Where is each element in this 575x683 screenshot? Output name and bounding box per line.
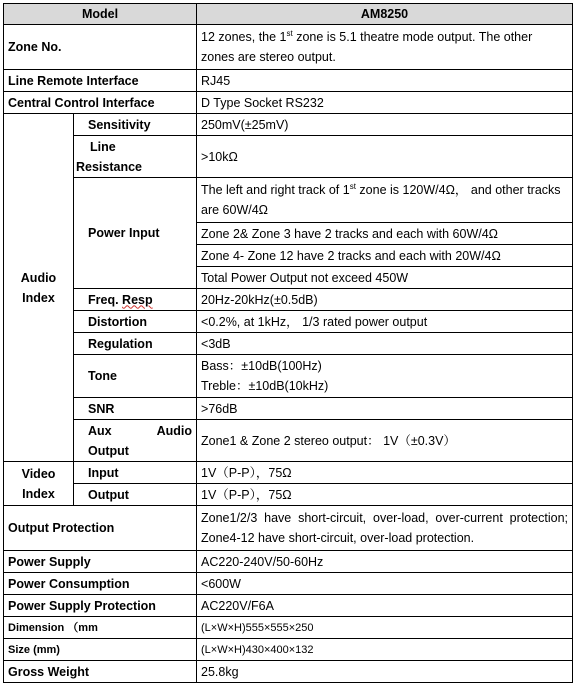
freq-resp-label-a: Freq.: [88, 292, 123, 307]
aux-output-label-text: Aux Audio Output: [88, 423, 193, 458]
line-resistance-row: [4, 136, 573, 178]
power-input-line-1: [197, 178, 573, 223]
power-input-line-4: Total Power Output not exceed 450W: [197, 267, 573, 289]
snr-value: >76dB: [197, 398, 573, 420]
power-input-line-3: Zone 4- Zone 12 have 2 tracks and each with 20W/4Ω: [197, 245, 573, 267]
video-output-label: Output: [74, 484, 197, 506]
sensitivity-row: [4, 114, 573, 136]
tone-bass: Bass：±10dB(100Hz): [201, 359, 322, 373]
zone-no-text-a: 12 zones, the 1: [201, 30, 287, 44]
size-value: (L×W×H)430×400×132: [197, 639, 573, 661]
distortion-value: <0.2%, at 1kHz， 1/3 rated power output: [197, 311, 573, 333]
snr-label: SNR: [74, 398, 197, 420]
video-output-value: 1V（P-P），75Ω: [197, 484, 573, 506]
power-input-line-1-sup: st: [349, 181, 356, 191]
freq-resp-value: 20Hz-20kHz(±0.5dB): [197, 289, 573, 311]
dimension-label: Dimension （mm: [4, 617, 197, 639]
zone-no-text-b: zone is 5.1 theatre mode output. The other zones are stereo output.: [201, 30, 533, 64]
power-consumption-value: <600W: [197, 573, 573, 595]
video-input-row: [4, 462, 573, 484]
power-consumption-row: [4, 573, 573, 595]
line-resistance-label: [74, 136, 197, 178]
tone-value: [197, 355, 573, 398]
zone-no-sup: st: [286, 28, 293, 38]
output-protection-row: [4, 506, 573, 551]
video-input-label: Input: [74, 462, 197, 484]
power-supply-protection-label: Power Supply Protection: [4, 595, 197, 617]
line-remote-row: [4, 70, 573, 92]
power-supply-row: [4, 551, 573, 573]
power-supply-label: Power Supply: [4, 551, 197, 573]
power-supply-value: AC220-240V/50-60Hz: [197, 551, 573, 573]
snr-row: [4, 398, 573, 420]
audio-index-label: Audio Index: [4, 114, 74, 462]
power-input-row-1: [4, 178, 573, 223]
tone-treble: Treble：±10dB(10kHz): [201, 379, 329, 393]
header-model-value: AM8250: [197, 4, 573, 25]
tone-row: [4, 355, 573, 398]
power-consumption-label: Power Consumption: [4, 573, 197, 595]
zone-no-label: Zone No.: [4, 25, 197, 70]
power-input-line-1-b: zone is 120W/4Ω， and other tracks are 60W/4Ω: [201, 183, 561, 217]
power-supply-protection-value: AC220V/F6A: [197, 595, 573, 617]
power-input-line-1-a: The left and right track of 1: [201, 183, 350, 197]
sensitivity-label: Sensitivity: [74, 114, 197, 136]
sensitivity-value: 250mV(±25mV): [197, 114, 573, 136]
freq-resp-label: [74, 289, 197, 311]
regulation-row: [4, 333, 573, 355]
output-protection-label: Output Protection: [4, 506, 197, 551]
header-row: [4, 4, 573, 25]
central-control-label: Central Control Interface: [4, 92, 197, 114]
power-input-line-2: Zone 2& Zone 3 have 2 tracks and each with 60W/4Ω: [197, 223, 573, 245]
power-supply-protection-row: [4, 595, 573, 617]
dimension-row: [4, 617, 573, 639]
size-row: [4, 639, 573, 661]
gross-weight-value: 25.8kg: [197, 661, 573, 683]
gross-weight-label: Gross Weight: [4, 661, 197, 683]
central-control-value: D Type Socket RS232: [197, 92, 573, 114]
line-resistance-label-text: Line Resistance: [76, 139, 143, 174]
regulation-value: <3dB: [197, 333, 573, 355]
zone-no-value: [197, 25, 573, 70]
line-remote-value: RJ45: [197, 70, 573, 92]
spec-table: [3, 3, 573, 683]
header-model-label: Model: [4, 4, 197, 25]
line-resistance-value: >10kΩ: [197, 136, 573, 178]
size-label: Size (mm): [4, 639, 197, 661]
aux-output-label: [74, 420, 197, 462]
dimension-value: (L×W×H)555×555×250: [197, 617, 573, 639]
zone-no-row: [4, 25, 573, 70]
output-protection-value: Zone1/2/3 have short-circuit, over-load, over-current protection; Zone4-12 have short-circuit, over-load protection.: [197, 506, 573, 551]
aux-output-value: Zone1 & Zone 2 stereo output： 1V（±0.3V）: [197, 420, 573, 462]
video-input-value: 1V（P-P），75Ω: [197, 462, 573, 484]
regulation-label: Regulation: [74, 333, 197, 355]
distortion-row: [4, 311, 573, 333]
video-output-row: [4, 484, 573, 506]
power-input-label: Power Input: [74, 178, 197, 289]
freq-resp-row: [4, 289, 573, 311]
tone-label: Tone: [74, 355, 197, 398]
video-index-label: Video Index: [4, 462, 74, 506]
central-control-row: [4, 92, 573, 114]
aux-output-row: [4, 420, 573, 462]
line-remote-label: Line Remote Interface: [4, 70, 197, 92]
distortion-label: Distortion: [74, 311, 197, 333]
gross-weight-row: [4, 661, 573, 683]
freq-resp-label-b: Resp: [122, 292, 153, 307]
